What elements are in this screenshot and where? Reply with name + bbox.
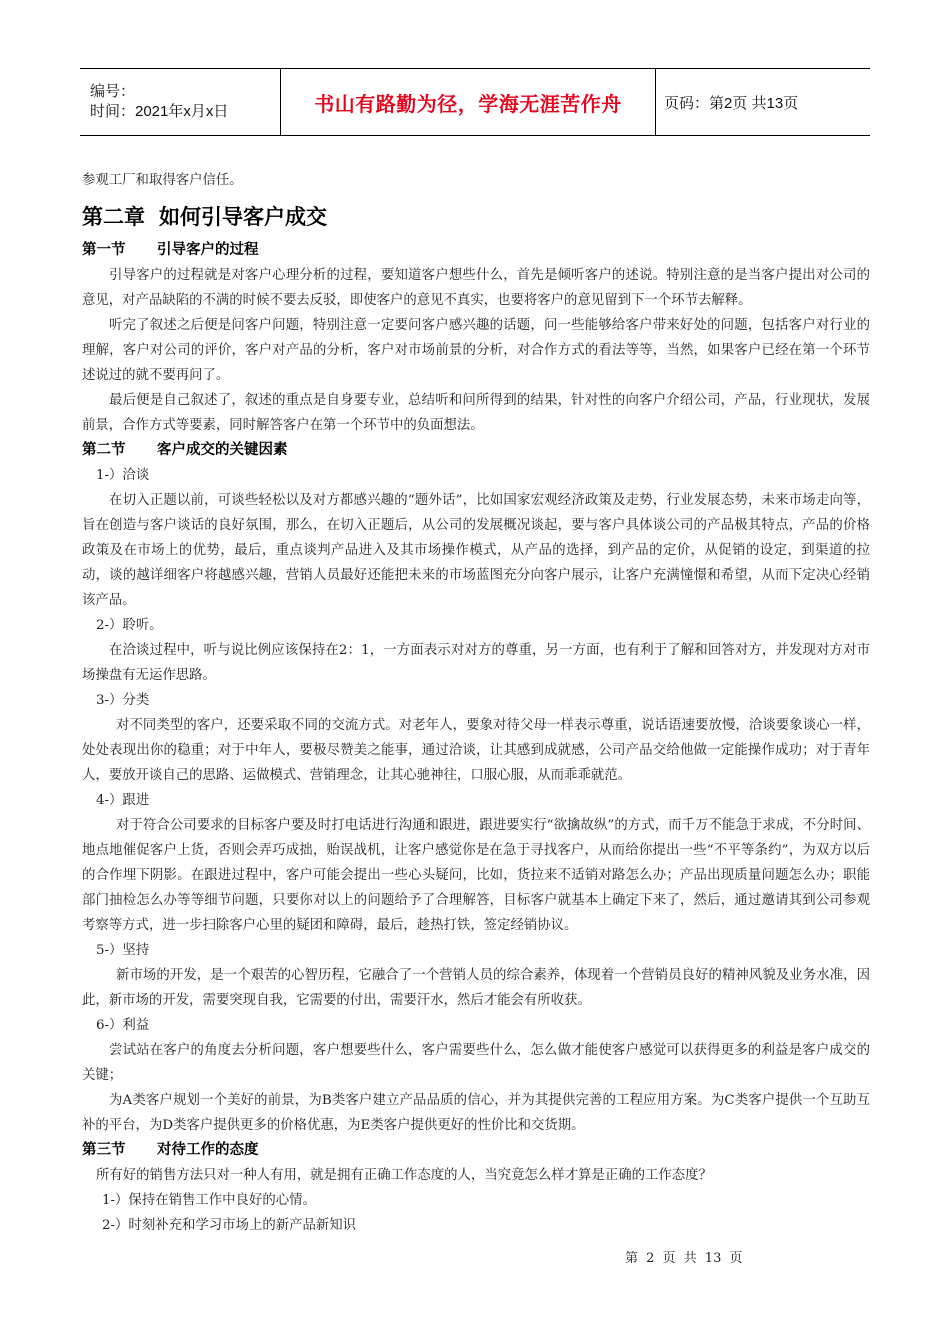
paragraph: 引导客户的过程就是对客户心理分析的过程，要知道客户想些什么，首先是倾听客户的述说。特别注意的是当客户提出对公司的意见，对产品缺陷的不满的时候不要去反驳，即使客户的意见不真实，也要将客户的意见留到下一个环节去解释。	[82, 268, 870, 308]
paragraph: 所有好的销售方法只对一种人有用，就是拥有正确工作态度的人，当究竟怎么样才算是正确的工作态度？	[96, 1168, 712, 1183]
item-label: 5-）坚持	[96, 943, 150, 958]
list-item: 1-）保持在销售工作中良好的心情。	[102, 1193, 316, 1208]
item-label: 1-）洽谈	[96, 468, 150, 483]
header-motto: 书山有路勤为径，学海无涯苦作舟	[281, 69, 656, 135]
section-title: 引导客户的过程	[157, 242, 259, 258]
chapter-title: 如何引导客户成交	[159, 205, 327, 229]
page-footer: 第 2 页 共 13 页	[625, 1251, 743, 1266]
section-heading-2	[82, 438, 870, 463]
section-heading-3	[82, 1138, 870, 1163]
item-label: 3-）分类	[96, 693, 150, 708]
item-text: 对不同类型的客户，还要采取不同的交流方式。对老年人，要象对待父母一样表示尊重，说话语速要放慢，洽谈要象谈心一样，处处表现出你的稳重；对于中年人，要极尽赞美之能事，通过洽谈，让其感到成就感，公司产品交给他做一定能操作成功；对于青年人，要放开谈自己的思路、运做模式、营销理念，让其心驰神往，口服心服，从而乖乖就范。	[82, 718, 870, 783]
item-label: 6-）利益	[96, 1018, 150, 1033]
paragraph: 最后便是自己叙述了，叙述的重点是自身要专业，总结听和问所得到的结果，针对性的向客户介绍公司，产品，行业现状，发展前景，合作方式等要素，同时解答客户在第一个环节中的负面想法。	[82, 393, 870, 433]
item-text: 在切入正题以前，可谈些轻松以及对方都感兴趣的“题外话”，比如国家宏观经济政策及走势，行业发展态势，未来市场走向等，旨在创造与客户谈话的良好氛围，那么，在切入正题后，从公司的发展概况谈起，要与客户具体谈公司的产品极其特点，产品的价格政策及在市场上的优势，最后，重点谈判产品进入及其市场操作模式，从产品的选择，到产品的定价，从促销的设定，到渠道的拉动，谈的越详细客户将越感兴趣，营销人员最好还能把未来的市场蓝图充分向客户展示，让客户充满憧憬和希望，从而下定决心经销该产品。	[82, 493, 870, 608]
date-text: 时间：2021年x月x日	[90, 103, 229, 120]
code-label: 编号：	[90, 83, 136, 100]
section-heading-1	[82, 238, 870, 263]
section-number: 第二节	[82, 442, 126, 458]
paragraph: 听完了叙述之后便是问客户问题，特别注意一定要问客户感兴趣的话题，问一些能够给客户带来好处的问题，包括客户对行业的理解，客户对公司的评价，客户对产品的分析，客户对市场前景的分析，对合作方式的看法等等，当然，如果客户已经在第一个环节述说过的就不要再问了。	[82, 318, 870, 383]
item-text: 对于符合公司要求的目标客户要及时打电话进行沟通和跟进，跟进要实行“欲擒故纵”的方式，而千万不能急于求成，不分时间、地点地催促客户上货，否则会弄巧成拙，贻误战机，让客户感觉你是在急于寻找客户，从而给你提出一些“不平等条约”，为双方以后的合作埋下阴影。在跟进过程中，客户可能会提出一些心头疑问，比如，货拉来不适销对路怎么办；产品出现质量问题怎么办；职能部门抽检怎么办等等细节问题，只要你对以上的问题给予了合理解答，目标客户就基本上确定下来了，然后，通过邀请其到公司参观考察等方式，进一步扫除客户心里的疑团和障碍，最后，趁热打铁，签定经销协议。	[82, 818, 870, 933]
chapter-number: 第二章	[82, 205, 145, 229]
list-item: 2-）时刻补充和学习市场上的新产品新知识	[102, 1218, 357, 1233]
item-text: 新市场的开发，是一个艰苦的心智历程，它融合了一个营销人员的综合素养，体现着一个营销员良好的精神风貌及业务水准，因此，新市场的开发，需要突现自我，它需要的付出，需要汗水，然后才能会有所收获。	[82, 968, 870, 1008]
section-number: 第一节	[82, 242, 126, 258]
item-text: 尝试站在客户的角度去分析问题，客户想要些什么，客户需要些什么，怎么做才能使客户感觉可以获得更多的利益是客户成交的关键；	[82, 1043, 870, 1083]
paragraph: 为A类客户规划一个美好的前景，为B类客户建立产品品质的信心，并为其提供完善的工程应用方案。为C类客户提供一个互助互补的平台，为D类客户提供更多的价格优惠，为E类客户提供更好的性价比和交货期。	[82, 1093, 870, 1133]
item-label: 4-）跟进	[96, 793, 150, 808]
intro-line: 参观工厂和取得客户信任。	[82, 173, 243, 188]
section-number: 第三节	[82, 1142, 126, 1158]
page-header	[80, 68, 870, 136]
item-label: 2-）聆听。	[96, 618, 163, 633]
document-body	[82, 168, 870, 1238]
header-page-info: 页码：第2页 共13页	[664, 94, 799, 112]
header-meta	[80, 69, 281, 135]
section-title: 客户成交的关键因素	[157, 442, 288, 458]
chapter-heading	[82, 202, 870, 232]
item-text: 在洽谈过程中，听与说比例应该保持在2：1，一方面表示对对方的尊重，另一方面，也有利于了解和回答对方，并发现对方对市场操盘有无运作思路。	[82, 643, 870, 683]
section-title: 对待工作的态度	[157, 1142, 259, 1158]
